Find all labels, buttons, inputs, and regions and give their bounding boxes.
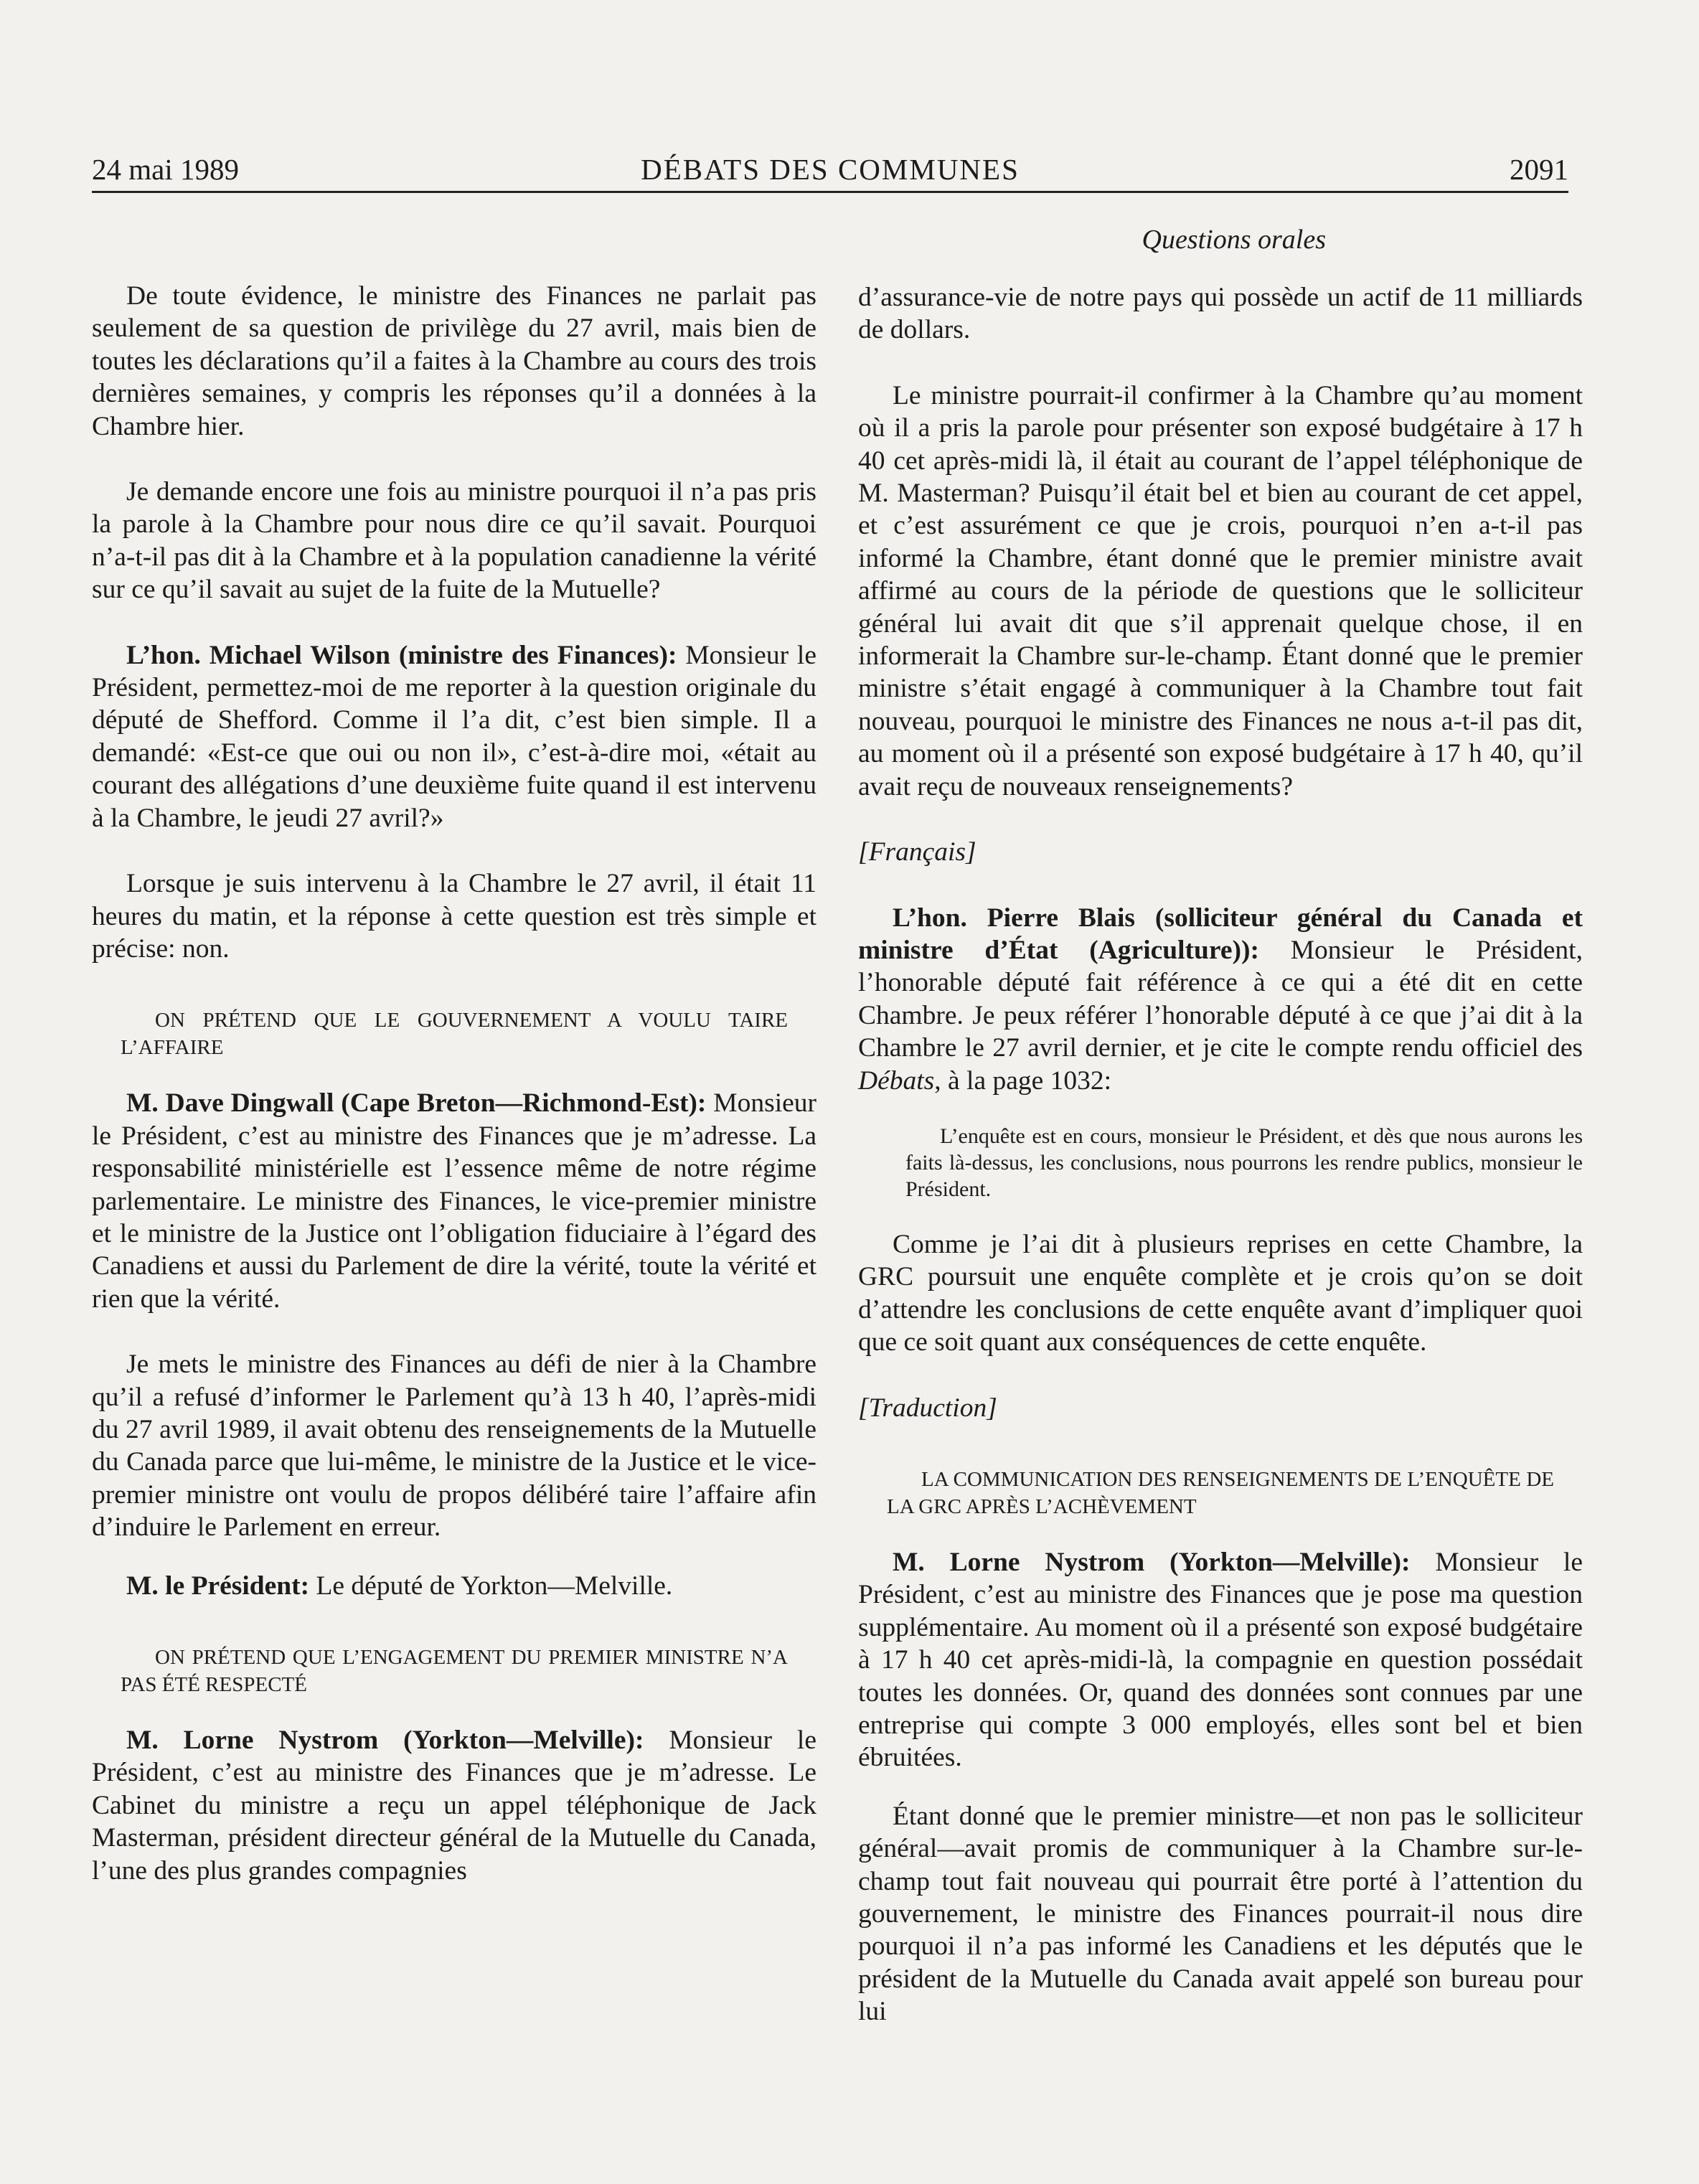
page-number: 2091 [1510,153,1568,186]
speech-paragraph [92,1570,816,1602]
speech-text: Monsieur le Président, c’est au ministre des Finances que je m’adresse. Le Cabinet du ministre a reçu un appel téléphonique de Jack Masterman, président directeur général de la Mutuelle du Canada, l’une des plus grandes compagnies [92,1726,816,1886]
header-date: 24 mai 1989 [92,153,239,186]
speech-text: Monsieur le Président, c’est au ministre des Finances que je m’adresse. La responsabilité ministérielle est l’essence même de notre régime parlementaire. Le ministre des Finances, le vice-premier ministre et le ministre de la Justice ont l’obligation fiduciaire à l’égard des Canadiens et aussi du Parlement de dire la vérité, toute la vérité et rien que la vérité. [92,1088,816,1314]
speech-paragraph [92,639,816,834]
speaker-name: M. Dave Dingwall (Cape Breton—Richmond-Est): [126,1088,707,1119]
header-title: DÉBATS DES COMMUNES [641,153,1020,186]
paragraph: Lorsque je suis intervenu à la Chambre le 27 avril, il était 11 heures du matin, et la réponse à cette question est très simple et précise: non. [92,869,816,964]
section-heading: ON PRÉTEND QUE L’ENGAGEMENT DU PREMIER MINISTRE N’A PAS ÉTÉ RESPECTÉ [121,1646,788,1696]
paragraph: Je mets le ministre des Finances au défi de nier à la Chambre qu’il a refusé d’informer le Parlement qu’à 13 h 40, l’après-midi du 27 avril 1989, il avait obtenu des renseignements de la Mutuelle du Canada parce que lui-même, le ministre de la Justice et le vice-premier ministre ont voulu de propos délibéré taire l’affaire afin d’induire le Parlement en erreur. [92,1350,816,1543]
paragraph: d’assurance-vie de notre pays qui possède un actif de 11 milliards de dollars. [858,283,1583,345]
speech-paragraph [92,1724,816,1887]
speech-paragraph [858,1546,1583,1774]
speaker-name: M. le Président: [126,1571,310,1601]
paragraph: Je demande encore une fois au ministre pourquoi il n’a pas pris la parole à la Chambre pour nous dire ce qu’il savait. Pourquoi n’a-t-il pas dit à la Chambre et à la population canadienne la vérité sur ce qu’il savait au sujet de la fuite de la Mutuelle? [92,477,816,605]
right-column [858,281,1583,2028]
paragraph: Comme je l’ai dit à plusieurs reprises en cette Chambre, la GRC poursuit une enquête complète et je crois qu’on se doit d’attendre les conclusions de cette enquête avant d’impliquer quoi que ce soit quant aux conséquences de cette enquête. [858,1229,1583,1357]
section-heading: ON PRÉTEND QUE LE GOUVERNEMENT A VOULU TAIRE L’AFFAIRE [121,1009,788,1060]
speech-paragraph [92,1087,816,1315]
language-tag: [Traduction] [858,1393,997,1423]
speech-text: Monsieur le Président, permettez-moi de me reporter à la question originale du député de Shefford. Comme il l’a dit, c’est bien simple. Il a demandé: «Est-ce que oui ou non il», c’est-à-dire moi, «était au courant des allégations d’une deuxième fuite quand il est intervenu à la Chambre, le jeudi 27 avril?» [92,640,816,833]
section-heading: LA COMMUNICATION DES RENSEIGNEMENTS DE L’ENQUÊTE DE LA GRC APRÈS L’ACHÈVEMENT [887,1467,1554,1518]
speaker-name: L’hon. Pierre Blais (solliciteur général du Canada et ministre d’État (Agriculture)): [858,903,1583,965]
speaker-name: M. Lorne Nystrom (Yorkton—Melville): [893,1547,1411,1577]
speech-text: Monsieur le Président, c’est au ministre des Finances que je pose ma question supplémentaire. Au moment où il a présenté son exposé budgétaire à 17 h 40 cet après-midi-là, la compagnie en question possédait toutes les données. Or, quand des données sont connues par une entreprise qui compte 3 000 employés, elles sont bel et bien ébruitées. [858,1547,1583,1773]
block-quote: L’enquête est en cours, monsieur le Président, et dès que nous aurons les faits là-dessus, les conclusions, nous pourrons les rendre publics, monsieur le Président. [905,1124,1583,1201]
paragraph: Le ministre pourrait-il confirmer à la Chambre qu’au moment où il a pris la parole pour présenter son exposé budgétaire à 17 h 40 cet après-midi là, il était au courant de l’appel téléphonique de M. Masterman? Puisqu’il était bel et bien au courant de cet appel, et c’est assurément ce que je crois, pourquoi n’en a-t-il pas informé la Chambre, étant donné que le premier ministre avait affirmé au cours de la période de questions que le solliciteur général lui avait dit que s’il apprenait quelque chose, il en informerait la Chambre sur-le-champ. Étant donné que le premier ministre s’était engagé à communiquer à la Chambre tout fait nouveau, pourquoi le ministre des Finances ne nous a-t-il pas dit, au moment où il a présenté son exposé budgétaire à 17 h 40, qu’il avait reçu de nouveaux renseignements? [858,380,1583,801]
language-tag: [Français] [858,837,976,867]
page-header [92,149,1568,193]
speech-text: Le député de Yorkton—Melville. [309,1571,673,1601]
speaker-name: L’hon. Michael Wilson (ministre des Finances): [126,640,677,670]
paragraph: Étant donné que le premier ministre—et non pas le solliciteur général—avait promis de communiquer à la Chambre sur-le-champ tout fait nouveau qui pourrait être porté à l’attention du gouvernement, le ministre des Finances pourrait-il nous dire pourquoi il n’a pas informé les Canadiens et les députés que le président de la Mutuelle du Canada avait appelé son bureau pour lui [858,1801,1583,2027]
paragraph: De toute évidence, le ministre des Finances ne parlait pas seulement de sa question de privilège du 27 avril, mais bien de toutes les déclarations qu’il a faites à la Chambre au cours des trois dernières semaines, y compris les réponses qu’il a données à la Chambre hier. [92,281,816,441]
section-label: Questions orales [1142,225,1326,255]
publication-title: Débats [858,1065,935,1096]
speaker-name: M. Lorne Nystrom (Yorkton—Melville): [126,1726,644,1755]
speech-text: Monsieur le Président, l’honorable député fait référence à ce qui a été dit en cette Chambre. Je peux référer l’honorable député à ce que j’ai dit à la Chambre le 27 avril dernier, et je cite le compte rendu officiel des [858,935,1583,1063]
speech-paragraph [858,902,1583,1097]
speech-text: , à la page 1032: [934,1065,1112,1096]
left-column [92,280,816,1887]
